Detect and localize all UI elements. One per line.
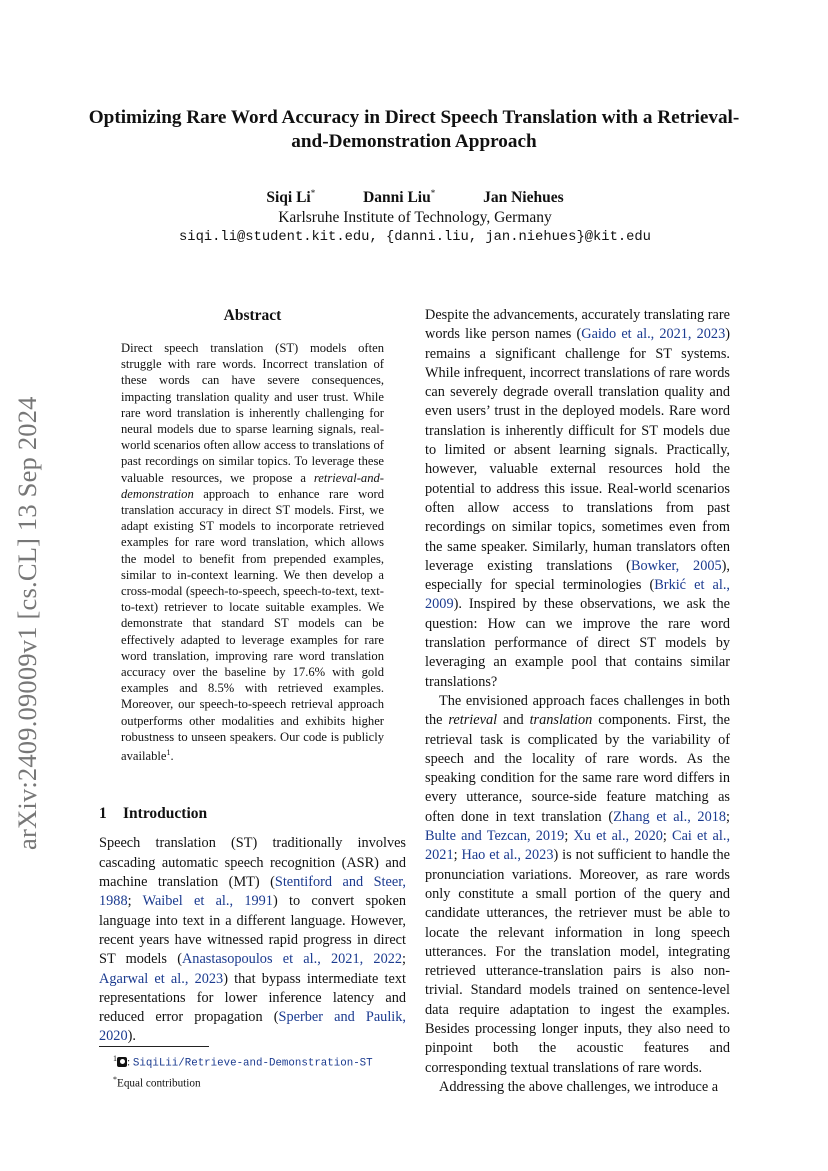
footnotes	[99, 1046, 406, 1091]
body-paragraph-1: Despite the advancements, accurately translating rare words like person names (Gaido et al., 2021, 2023) remains a significant challenge for ST systems. While infrequent, incorrect translations of rare words can severely degrade overall translation quality and even users’ trust in the deployed models. Rare word translation is inherently difficult for ST models due to limited or absent learning signals. Practically, however, valuable external resources hold the potential to address this issue. Real-world scenarios often allow access to translations from past recordings on similar topics, sometimes even from the same speaker. Similarly, human translators often leverage existing translations (Bowker, 2005), especially for special terminologies (Brkić et al., 2009). Inspired by these observations, we ask the question: How can we improve the rare word translation performance of direct ST models by leveraging an example pool that contains similar translations?	[425, 307, 730, 690]
affiliation: Karlsruhe Institute of Technology, Germany	[278, 209, 552, 227]
author-3: Jan Niehues	[483, 189, 564, 207]
author-block	[150, 183, 680, 248]
paper-title: Optimizing Rare Word Accuracy in Direct Speech Translation with a Retrieval-and-Demonstration Approach	[88, 107, 740, 152]
citation-link[interactable]: Bulte and Tezcan, 2019	[425, 828, 565, 845]
author-1: Siqi Li*	[266, 188, 316, 207]
footnote-rule	[99, 1046, 209, 1047]
intro-paragraph: Speech translation (ST) traditionally involves cascading automatic speech recognition (ASR) and machine translation (MT) (Stentiford and Steer, 1988; Waibel et al., 1991) to convert spoken language into text in a different language. However, recent years have witnessed rapid progress in direct ST models (Anastasopoulos et al., 2021, 2022; Agarwal et al., 2023) that bypass intermediate text representations for lower inference latency and reduced error propagation (Sperber and Paulik, 2020).	[99, 835, 407, 1045]
footnote-2: *Equal contribution	[113, 1074, 201, 1090]
repo-link[interactable]: SiqiLii/Retrieve-and-Demonstration-ST	[132, 1057, 373, 1070]
github-icon	[117, 1057, 127, 1067]
citation-link[interactable]: Hao et al., 2023	[461, 847, 554, 864]
author-names	[150, 183, 680, 208]
citation-link[interactable]: Anastasopoulos et al., 2021, 2022	[181, 951, 403, 968]
section-heading-introduction: 1 Introduction	[99, 805, 208, 823]
left-column	[99, 306, 406, 1047]
citation-link[interactable]: Agarwal et al., 2023	[99, 970, 224, 987]
author-emails[interactable]: siqi.li@student.kit.edu, {danni.liu, jan.niehues}@kit.edu	[179, 230, 651, 246]
citation-link[interactable]: Xu et al., 2020	[573, 828, 663, 845]
abstract-text: Direct speech translation (ST) models often struggle with rare words. Incorrect translation of these words can have severe consequences, impacting translation quality and user trust. While rare word translation is inherently challenging for neural models due to sparse learning signals, real-world scenarios often allow access to translations of past recordings on similar topics. To leverage these valuable resources, we propose a retrieval-and-demonstration approach to enhance rare word translation accuracy in direct ST models. First, we adapt existing ST models to incorporate retrieved examples for rare word translation, which allows the model to benefit from prepended examples, similar to in-context learning. We then develop a cross-modal (speech-to-speech, speech-to-text, text-to-text) retriever to locate suitable examples. We demonstrate that standard ST models can be effectively adapted to leverage examples for rare word translation, improving rare word translation accuracy over the baseline by 17.6% with gold examples and 8.5% with retrieved examples. Moreover, our speech-to-speech retrieval approach outperforms other modalities and exhibits higher robustness to unseen speakers. Our code is publicly available$^1$.	[121, 341, 384, 764]
abstract-heading: Abstract	[223, 307, 282, 324]
citation-link[interactable]: Sperber and Paulik, 2020	[99, 1009, 406, 1045]
citation-link[interactable]: Gaido et al., 2021, 2023	[581, 326, 726, 343]
body-paragraph-3: Addressing the above challenges, we introduce a	[439, 1078, 719, 1095]
author-2: Danni Liu*	[363, 188, 436, 207]
citation-link[interactable]: Waibel et al., 1991	[142, 893, 273, 910]
citation-link[interactable]: Brkić et al., 2009	[425, 577, 730, 613]
right-column	[425, 306, 730, 1097]
body-paragraph-2: The envisioned approach faces challenges in both the retrieval and translation components. First, the retrieval task is complicated by the variability of speech and the locality of rare words. As the speaking condition for the same rare word differs in every utterance, source-side feature matching as often done in text translation (Zhang et al., 2018; Bulte and Tezcan, 2019; Xu et al., 2020; Cai et al., 2021; Hao et al., 2023) is not sufficient to handle the pronunciation variations. Moreover, as rare words only constitute a small portion of the query and candidate utterances, the retriever must be able to locate the relevant information in long speech utterances. For the translation model, integrating retrieved utterance-translation pairs is also non-trivial. Standard models trained on sentence-level data require adaptation to ingest the examples. Besides processing longer inputs, they also need to pinpoint both the acoustic features and corresponding textual translations of rare words.	[425, 692, 731, 1076]
citation-link[interactable]: Bowker, 2005	[630, 557, 722, 574]
footnote-ref-1[interactable]: 1	[166, 748, 171, 758]
citation-link[interactable]: Cai et al., 2021	[425, 828, 731, 864]
citation-link[interactable]: Zhang et al., 2018	[613, 808, 727, 825]
arxiv-stamp: arXiv:2409.09009v1 [cs.CL] 13 Sep 2024	[12, 396, 42, 850]
footnote-1: $^1$ : SiqiLii/Retrieve-and-Demonstration-ST	[113, 1054, 373, 1070]
citation-link[interactable]: Stentiford and Steer, 1988	[99, 874, 406, 910]
